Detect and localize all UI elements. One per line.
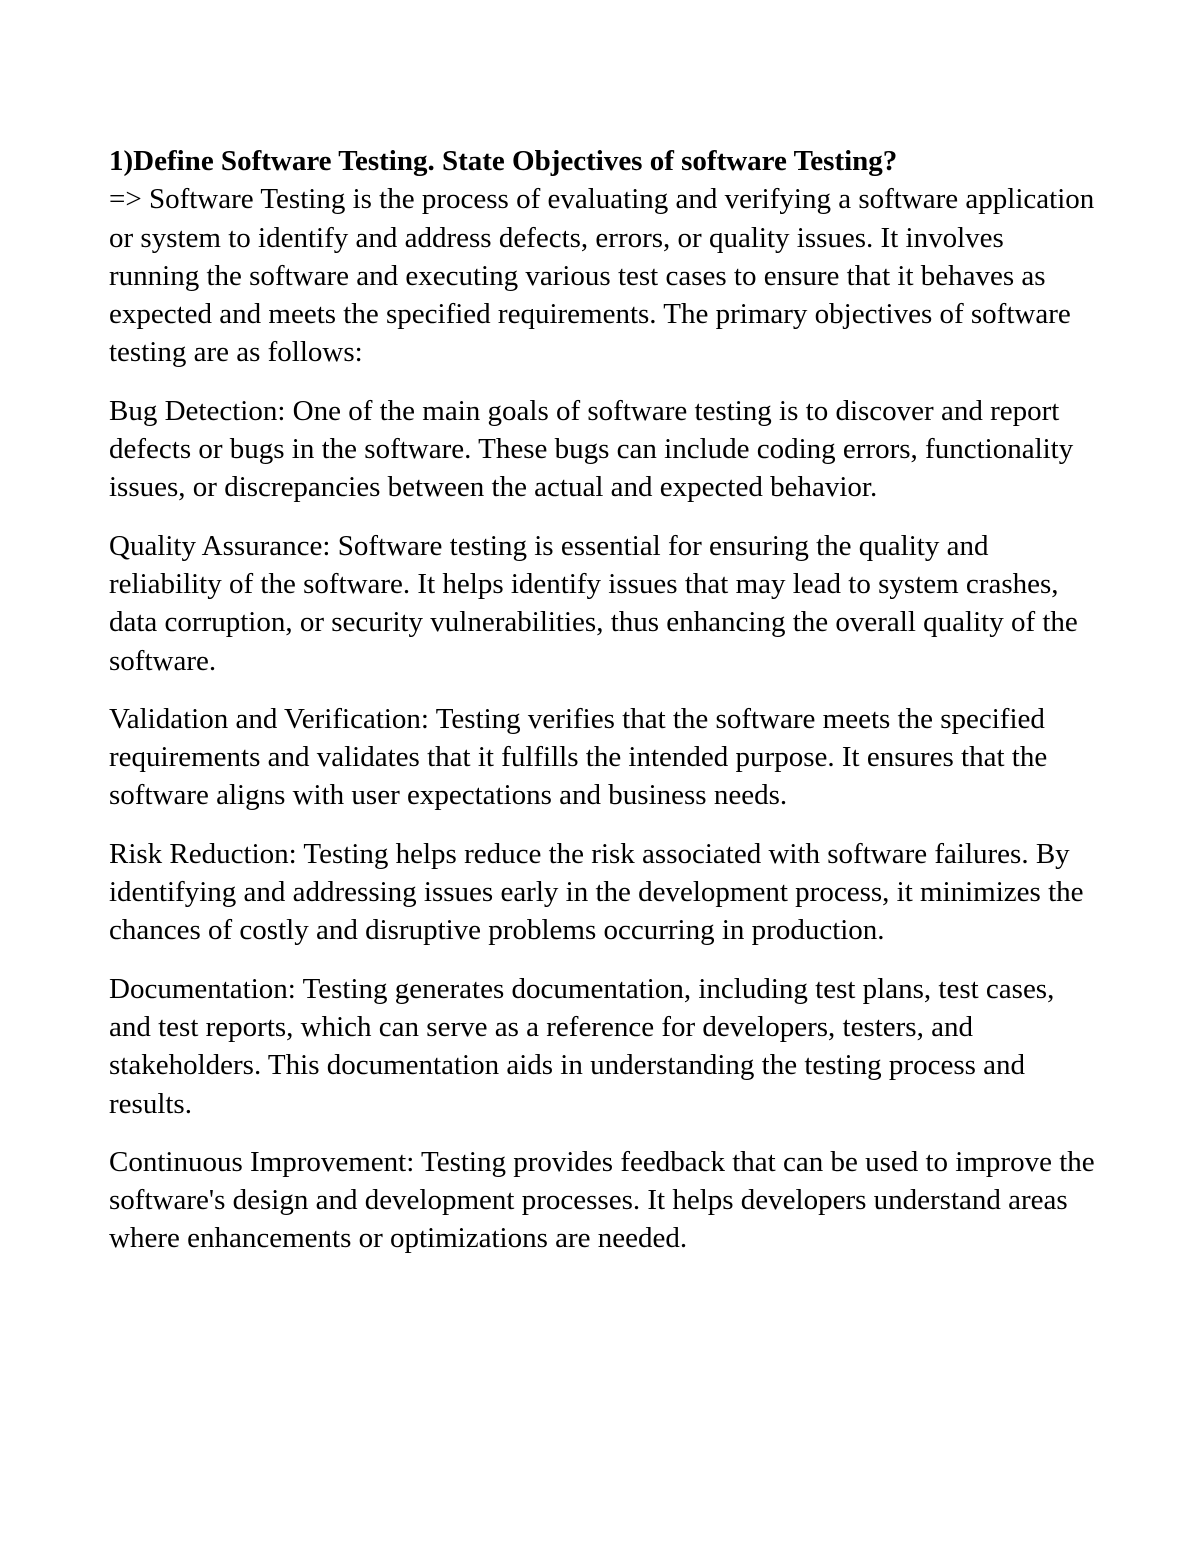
objective-validation-verification: Validation and Verification: Testing verifies that the software meets the specified requirements and validates that it fulfills the intended purpose. It ensures that the software aligns with user expectations and business needs. — [109, 702, 1048, 812]
question-heading: 1)Define Software Testing. State Objectives of software Testing? — [109, 145, 898, 177]
objective-risk-reduction: Risk Reduction: Testing helps reduce the risk associated with software failures. By identifying and addressing issues early in the development process, it minimizes the chances of costly and disruptive problems occurring in production. — [109, 837, 1084, 947]
objective-documentation: Documentation: Testing generates documentation, including test plans, test cases, and test reports, which can serve as a reference for developers, testers, and stakeholders. This documentation aids in understanding the testing process and results. — [109, 972, 1055, 1120]
objective-bug-detection: Bug Detection: One of the main goals of software testing is to discover and report defects or bugs in the software. These bugs can include coding errors, functionality issues, or discrepancies between the actual and expected behavior. — [109, 394, 1074, 504]
document-body — [109, 142, 1099, 1258]
objective-continuous-improvement: Continuous Improvement: Testing provides feedback that can be used to improve the software's design and development processes. It helps developers understand areas where enhancements or optimizations are needed. — [109, 1145, 1095, 1255]
answer-intro-paragraph: => Software Testing is the process of evaluating and verifying a software application or system to identify and address defects, errors, or quality issues. It involves running the software and executing various test cases to ensure that it behaves as expected and meets the specified requirements. The primary objectives of software testing are as follows: — [109, 183, 1095, 369]
objective-quality-assurance: Quality Assurance: Software testing is essential for ensuring the quality and reliability of the software. It helps identify issues that may lead to system crashes, data corruption, or security vulnerabilities, thus enhancing the overall quality of the software. — [109, 529, 1078, 677]
